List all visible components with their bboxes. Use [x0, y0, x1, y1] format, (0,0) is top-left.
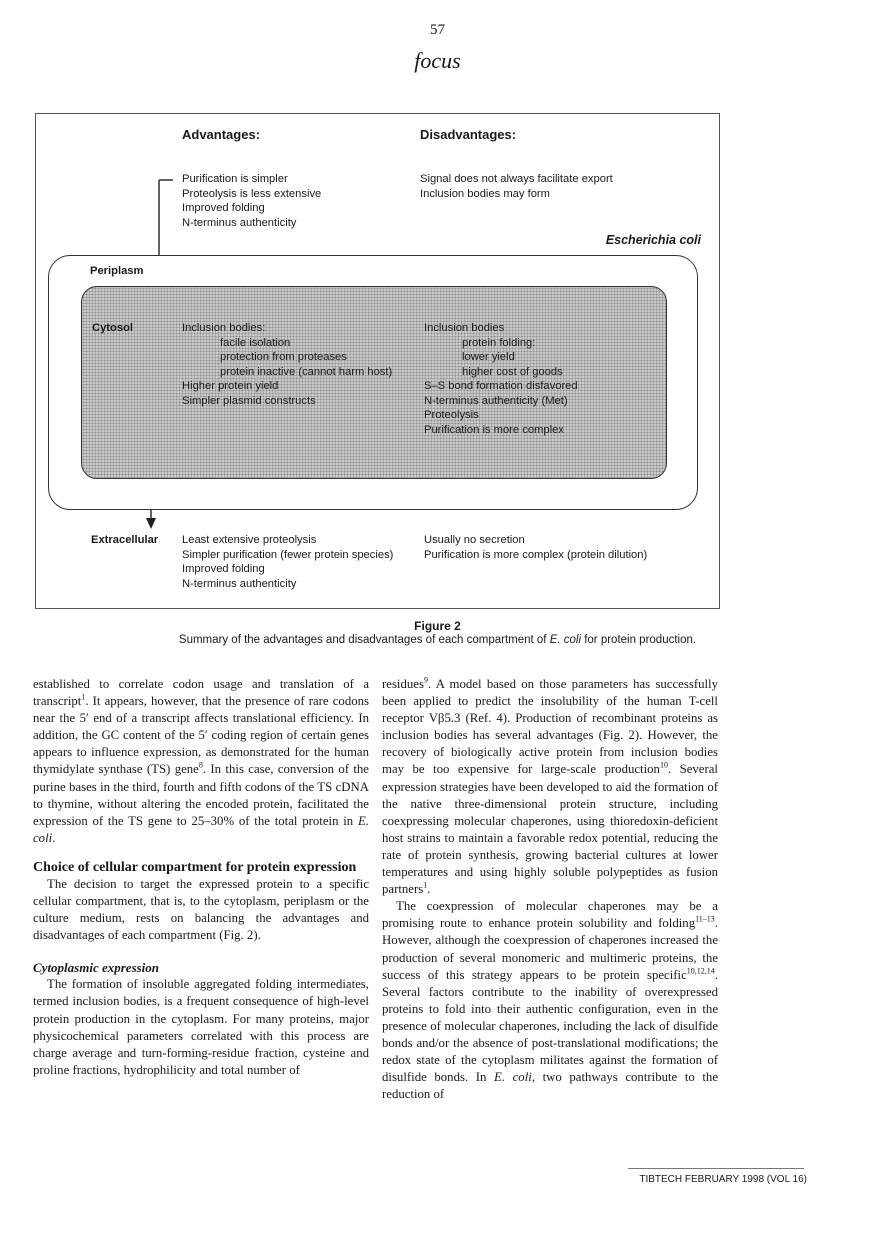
figure-title: Figure 2 [414, 619, 461, 633]
list-item: Simpler purification (fewer protein species) [182, 548, 394, 561]
caption-text-end: for protein production. [581, 634, 697, 646]
extracellular-arrow-head [146, 518, 156, 529]
list-item: N-terminus authenticity [182, 577, 297, 590]
citation: 10 [659, 761, 668, 771]
list-item: Improved folding [182, 202, 265, 214]
paragraph: The coexpression of molecular chaperones may be a promising route to enhance protein solubility and folding$^{11-13}$. However, although the coexpression of chaperones increased the production of several monomeric and multimeric proteins, the success of this strategy appears to be protein specific$^{10,12,14}$. Several factors contribute to the inability of overexpressed proteins to fold into their authentic configuration, even in the presence of molecular chaperones, including the lack of disulfide bonds and/or the absence of post-translational modifications; the redox state of the cytoplasm militates against the formation of disulfide bonds. In E. coli, two pathways contribute to the reduction of [382, 899, 718, 1102]
extracellular-label: Extracellular [91, 534, 159, 546]
list-item: Purification is more complex (protein dilution) [424, 548, 648, 561]
list-item: Higher protein yield [182, 380, 279, 392]
footer-rule [628, 1168, 804, 1169]
paragraph: The formation of insoluble aggregated folding intermediates, termed inclusion bodies, is a frequent consequence of high-level protein production in the cytoplasm. For many proteins, major physicochemical parameters correlated with this process are charge average and turn-forming-residue fraction, cysteine and proline fractions, hydrophilicity and total number of [33, 977, 369, 1077]
cytosol-advantages-list [182, 321, 392, 408]
list-item: Simpler plasmid constructs [182, 394, 316, 407]
list-item: Usually no secretion [424, 534, 525, 546]
page-number: 57 [430, 22, 445, 38]
citation: 10,12,14 [686, 966, 715, 976]
citation: 11–13 [695, 915, 715, 925]
figure-caption [0, 634, 875, 646]
list-item: lower yield [462, 351, 515, 363]
citation: 9 [423, 675, 428, 685]
list-item: Inclusion bodies [424, 322, 505, 334]
list-item: Purification is more complex [424, 423, 564, 436]
list-item: Proteolysis is less extensive [182, 187, 322, 200]
section-heading: Choice of cellular compartment for protein expression [33, 859, 357, 875]
periplasm-advantages-list [182, 172, 321, 230]
list-item: higher cost of goods [462, 365, 563, 378]
list-item: Purification is simpler [182, 173, 288, 185]
subsection-heading: Cytoplasmic expression [33, 960, 160, 976]
periplasm-label: Periplasm [90, 265, 144, 277]
cytosol-disadvantages-list [424, 321, 578, 437]
paragraph: established to correlate codon usage and translation of a transcript$^1$. It appears, however, that the presence of rare codons near the 5′ end of a transcript affects translational efficiency. In addition, the GC content of the 5′ coding region of certain genes appears to influence expression, as demonstrated for the human thymidylate synthase (TS) gene$^8$. In this case, conversion of the purine bases in the third, fourth and fifth codons of the TS cDNA to thymine, without altering the encoded protein, facilitated the expression of the TS gene to 25–30% of the total protein in E. coli. [33, 677, 369, 845]
disadvantages-heading: Disadvantages: [420, 127, 517, 142]
species-name: E. coli [494, 1070, 532, 1085]
cytosol-label: Cytosol [92, 322, 134, 334]
caption-species: E. coli [549, 634, 582, 646]
figure-2 [35, 113, 720, 609]
list-item: Improved folding [182, 563, 265, 575]
list-item: Signal does not always facilitate export [420, 173, 613, 185]
left-column [33, 676, 369, 1079]
citation: 8 [198, 761, 203, 771]
extracellular-disadvantages-list [424, 533, 647, 562]
organism-label: Escherichia coli [605, 233, 701, 247]
list-item: N-terminus authenticity [182, 216, 297, 229]
periplasm-disadvantages-list [420, 172, 613, 201]
citation: 1 [423, 880, 428, 890]
list-item: Proteolysis [424, 409, 479, 421]
list-item: Least extensive proteolysis [182, 534, 317, 546]
paragraph: residues$^9$. A model based on those parameters has successfully been applied to predict the insolubility of the human T-cell receptor Vβ5.3 (Ref. 4). Production of recombinant proteins as inclusion bodies has several advantages (Fig. 2). However, the recovery of biologically active protein from inclusion bodies may be too expensive for large-scale production$^{10}$. Several expression strategies have been developed to aid the formation of the native three-dimensional protein structure, including coexpressing molecular chaperones, using thioredoxin-deficient host strains to maintain a favorable redox potential, reducing the rate of protein synthesis, growing bacterial cultures at lower temperatures and using highly soluble polypeptides as fusion partners$^1$. [382, 675, 718, 897]
section-label: focus [414, 48, 461, 73]
list-item: protein folding: [462, 336, 536, 349]
list-item: S–S bond formation disfavored [424, 380, 578, 392]
right-column [382, 676, 718, 1103]
citation: 1 [81, 692, 86, 702]
paragraph: The decision to target the expressed protein to a specific cellular compartment, that is, to the cytoplasm, periplasm or the culture medium, rests on balancing the advantages and disadvantages of each compartment (Fig. 2). [33, 876, 369, 943]
caption-text: Summary of the advantages and disadvantages of each compartment of [178, 634, 550, 646]
list-item: Inclusion bodies: [182, 322, 266, 334]
running-footer: TIBTECH FEBRUARY 1998 (VOL 16) [639, 1174, 807, 1185]
list-item: Inclusion bodies may form [420, 187, 550, 200]
species-name: E. coli [33, 813, 369, 845]
list-item: protein inactive (cannot harm host) [220, 365, 393, 378]
list-item: protection from proteases [220, 351, 347, 363]
advantages-heading: Advantages: [182, 127, 261, 142]
extracellular-advantages-list [182, 533, 393, 591]
list-item: facile isolation [220, 336, 291, 349]
list-item: N-terminus authenticity (Met) [424, 394, 568, 407]
